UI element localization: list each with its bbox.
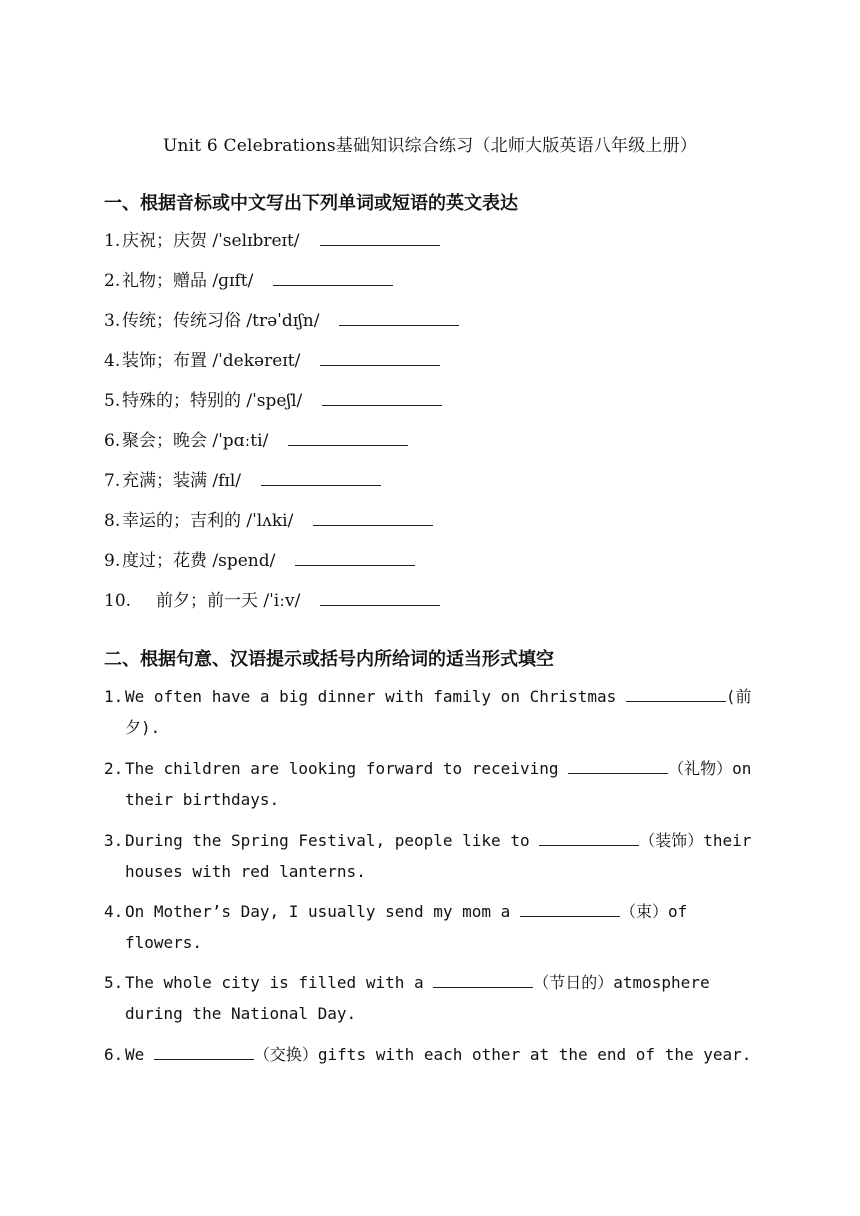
vocab-item-prompt: 装饰；布置 /ˈdekəreɪt/ [122, 351, 301, 371]
answer-blank[interactable] [273, 270, 393, 286]
vocab-item-number: 9. [104, 551, 121, 571]
sentence-text-before: We [125, 1045, 154, 1064]
vocab-item-5 [104, 390, 442, 412]
answer-blank[interactable] [520, 902, 620, 917]
sentence-text-before: On Mother’s Day, I usually send my mom a [125, 902, 520, 921]
section-2-heading: 二、根据句意、汉语提示或括号内所给词的适当形式填空 [104, 649, 554, 670]
vocab-item-3 [104, 310, 459, 332]
sentence-text-after: （礼物）on their birthdays. [125, 759, 752, 809]
vocab-item-2 [104, 270, 393, 292]
fill-in-sentence-5 [104, 967, 756, 1029]
answer-blank[interactable] [320, 230, 440, 246]
answer-blank[interactable] [539, 831, 639, 846]
sentence-text-after: （束）of flowers. [125, 902, 688, 952]
sentence-text-after: (前夕). [125, 687, 752, 737]
answer-blank[interactable] [320, 590, 440, 606]
answer-blank[interactable] [320, 350, 440, 366]
answer-blank[interactable] [568, 759, 668, 774]
answer-blank[interactable] [339, 310, 459, 326]
answer-blank[interactable] [295, 550, 415, 566]
vocab-item-prompt: 度过；花费 /spend/ [122, 551, 276, 571]
vocab-item-number: 3. [104, 311, 121, 331]
sentence-text-before: We often have a big dinner with family on Christmas [125, 687, 626, 706]
sentence-number: 2. [104, 759, 124, 778]
vocab-item-8 [104, 510, 433, 532]
vocab-item-number: 10. [104, 591, 132, 611]
vocab-item-number: 7. [104, 471, 121, 491]
vocab-item-prompt: 前夕；前一天 /ˈiːv/ [156, 591, 301, 611]
vocab-item-prompt: 聚会；晚会 /ˈpɑːti/ [122, 431, 269, 451]
answer-blank[interactable] [261, 470, 381, 486]
sentence-text-after: （节日的）atmosphere during the National Day. [125, 973, 710, 1023]
sentence-text-before: The children are looking forward to receiving [125, 759, 569, 778]
vocab-item-number: 4. [104, 351, 121, 371]
page-title: Unit 6 Celebrations基础知识综合练习（北师大版英语八年级上册） [162, 136, 698, 156]
sentence-text-before: During the Spring Festival, people like to [125, 831, 540, 850]
vocab-item-prompt: 充满；装满 /fɪl/ [122, 471, 242, 491]
vocab-item-10 [104, 590, 440, 612]
section-1-heading: 一、根据音标或中文写出下列单词或短语的英文表达 [104, 193, 518, 214]
sentence-number: 3. [104, 831, 124, 850]
fill-in-sentence-2 [104, 753, 756, 815]
vocab-item-9 [104, 550, 415, 572]
answer-blank[interactable] [313, 510, 433, 526]
vocab-item-number: 2. [104, 271, 121, 291]
fill-in-sentence-1 [104, 681, 756, 743]
vocab-item-number: 5. [104, 391, 121, 411]
vocab-item-7 [104, 470, 381, 492]
sentence-number: 1. [104, 687, 124, 706]
vocab-item-prompt: 礼物；赠品 /ɡɪft/ [122, 271, 254, 291]
answer-blank[interactable] [626, 687, 726, 702]
vocab-item-1 [104, 230, 440, 252]
vocab-item-4 [104, 350, 440, 372]
answer-blank[interactable] [433, 973, 533, 988]
vocab-item-prompt: 传统；传统习俗 /trəˈdɪʃn/ [122, 311, 320, 331]
fill-in-sentence-4 [104, 896, 756, 958]
sentence-number: 5. [104, 973, 124, 992]
fill-in-sentence-6 [104, 1039, 756, 1070]
sentence-number: 4. [104, 902, 124, 921]
sentence-text-before: The whole city is filled with a [125, 973, 434, 992]
vocab-item-6 [104, 430, 408, 452]
sentence-text-after: （装饰）their houses with red lanterns. [125, 831, 752, 881]
vocab-item-number: 6. [104, 431, 121, 451]
vocab-item-prompt: 庆祝；庆贺 /ˈselɪbreɪt/ [122, 231, 300, 251]
sentence-number: 6. [104, 1045, 124, 1064]
sentence-text-after: （交换）gifts with each other at the end of the year. [253, 1045, 752, 1064]
answer-blank[interactable] [288, 430, 408, 446]
vocab-item-number: 1. [104, 231, 121, 251]
vocab-item-prompt: 特殊的；特别的 /ˈspeʃl/ [122, 391, 303, 411]
answer-blank[interactable] [322, 390, 442, 406]
fill-in-sentence-3 [104, 825, 756, 887]
answer-blank[interactable] [154, 1045, 254, 1060]
vocab-item-prompt: 幸运的；吉利的 /ˈlʌki/ [122, 511, 294, 531]
vocab-item-number: 8. [104, 511, 121, 531]
